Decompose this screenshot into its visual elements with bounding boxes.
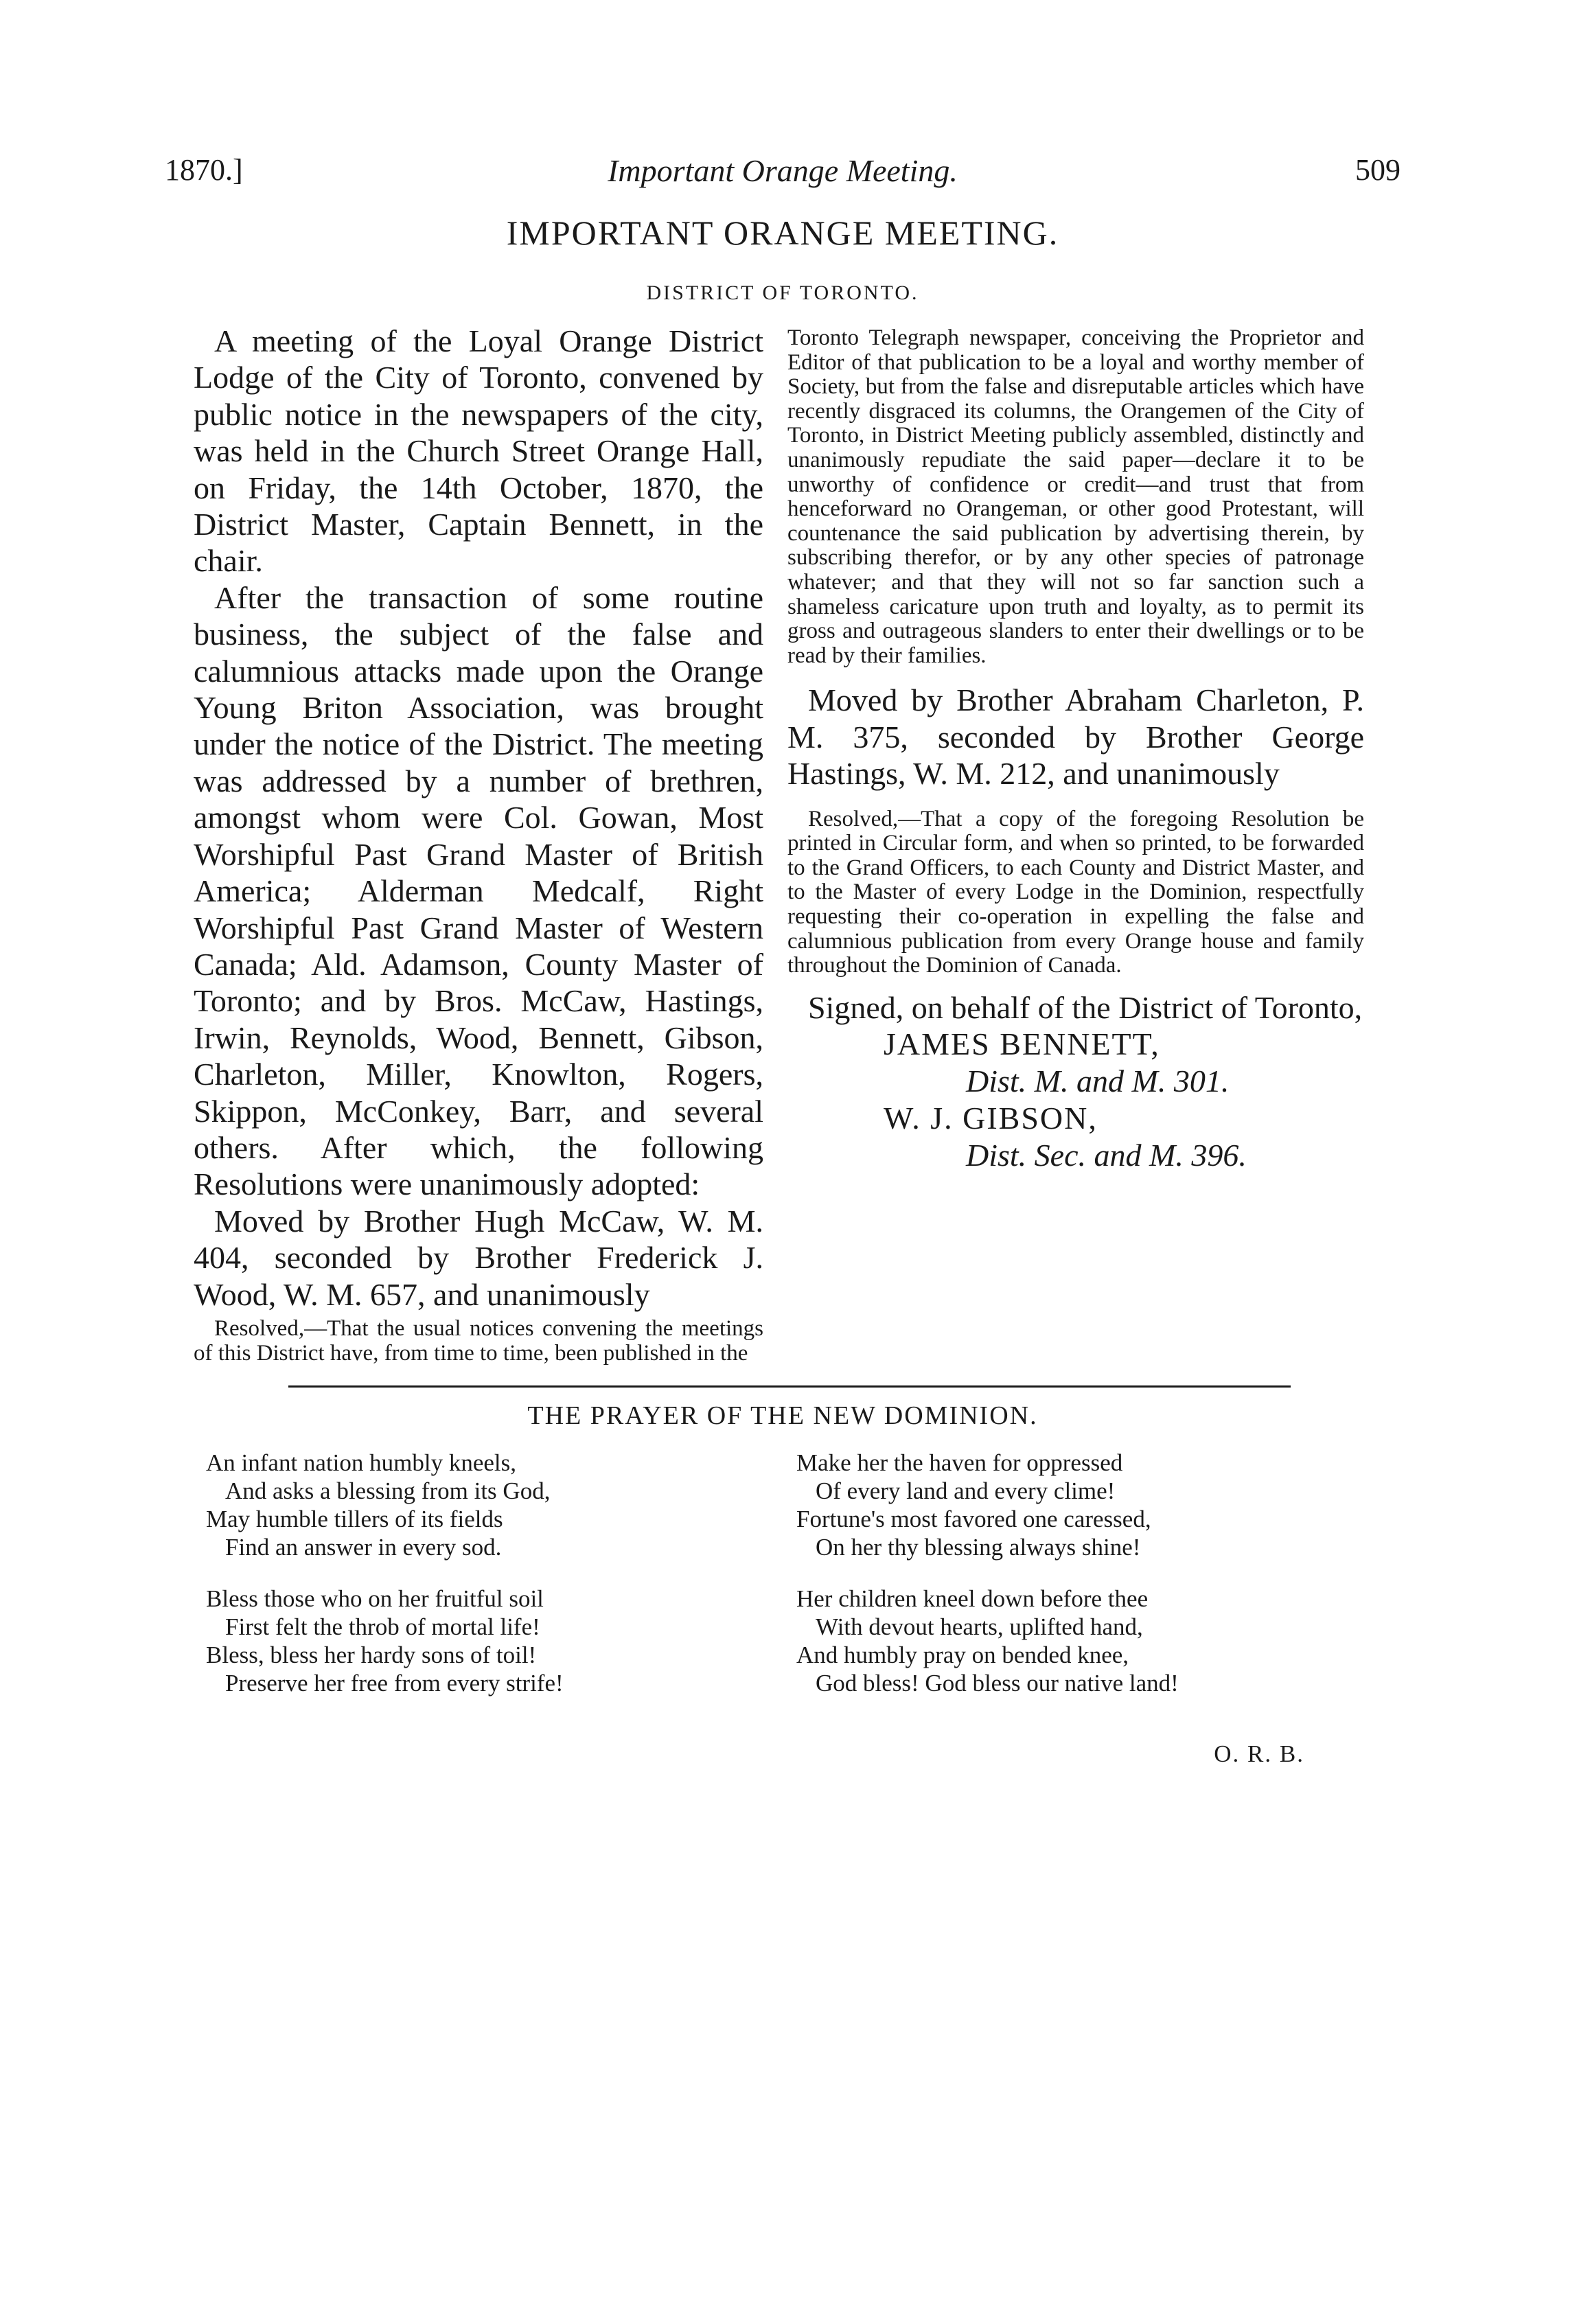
article-title: IMPORTANT ORANGE MEETING. bbox=[506, 214, 1059, 252]
poem-line: And humbly pray on bended knee, bbox=[796, 1642, 1129, 1668]
poem-right-column bbox=[796, 1449, 1387, 1721]
article-right-column bbox=[787, 326, 1364, 1174]
paragraph-transaction: After the transaction of some routine business, the subject of the false and calumnious attacks made upon the Orange Young Briton Association, was brought under the notice of the District. The meeting was addressed by a number of brethren, amongst whom were Col. Gowan, Most Worshipful Past Grand Master of British America; Alderman Medcalf, Right Worshipful Past Grand Master of Western Canada; Ald. Adamson, County Master of Toronto; and by Bros. McCaw, Hastings, Irwin, Reynolds, Wood, Bennett, Gibson, Charleton, Miller, Knowlton, Rogers, Skippon, McConkey, Barr, and several others. After which, the following Resolutions were unanimously adopted: bbox=[194, 579, 763, 1202]
poem-stanza bbox=[796, 1449, 1387, 1561]
poem-line: Find an answer in every sod. bbox=[225, 1534, 502, 1561]
poem-line: Bless those who on her fruitful soil bbox=[206, 1585, 544, 1612]
article-left-column bbox=[194, 323, 763, 1366]
poem-line: First felt the throb of mortal life! bbox=[225, 1613, 540, 1640]
poem-signature: O. R. B. bbox=[1214, 1740, 1304, 1767]
page-number: 509 bbox=[1355, 153, 1401, 187]
paragraph-signed: Signed, on behalf of the District of Toronto, bbox=[808, 989, 1363, 1025]
poem-line: Of every land and every clime! bbox=[816, 1477, 1116, 1504]
poem-line: May humble tillers of its fields bbox=[206, 1506, 503, 1532]
running-head-title: Important Orange Meeting. bbox=[608, 153, 958, 188]
poem-line: God bless! God bless our native land! bbox=[816, 1670, 1179, 1696]
poem-line: Make her the haven for oppressed bbox=[796, 1449, 1123, 1476]
paragraph-resolution-1-start: Resolved,—That the usual notices convening the meetings of this District have, from time to time, been published in the bbox=[194, 1315, 763, 1366]
paragraph-motion-1: Moved by Brother Hugh McCaw, W. M. 404, seconded by Brother Frederick J. Wood, W. M. 657, and unanimously bbox=[194, 1203, 763, 1312]
poem-stanza bbox=[206, 1449, 755, 1561]
paragraph-resolution-1-end: Toronto Telegraph newspaper, conceiving the Proprietor and Editor of that publication to be a loyal and worthy member of Society, but from the false and disreputable articles which have recently disgraced its columns, the Orangemen of the City of Toronto, in District Meeting publicly assembled, distinctly and unanimously repudiate the said paper—declare it to be unworthy of confidence or credit—and trust that from henceforward no Orangeman, or other good Protestant, will countenance the said publication by advertising therein, by subscribing therefor, or by any other species of patronage whatever; and that they will not so far sanction such a shameless caricature upon truth and loyalty, as to permit its gross and outrageous slanders to enter their dwellings or to be read by their families. bbox=[787, 325, 1364, 668]
poem-line: Her children kneel down before thee bbox=[796, 1585, 1149, 1612]
poem-line: An infant nation humbly kneels, bbox=[206, 1449, 517, 1476]
poem-line: Preserve her free from every strife! bbox=[225, 1670, 564, 1696]
signature-block bbox=[787, 1026, 1364, 1174]
signature-title-1: Dist. M. and M. 301. bbox=[966, 1063, 1230, 1099]
poem-left-column bbox=[206, 1449, 755, 1721]
poem-line: And asks a blessing from its God, bbox=[225, 1477, 551, 1504]
poem-title: THE PRAYER OF THE NEW DOMINION. bbox=[527, 1401, 1038, 1430]
running-head-year: 1870.] bbox=[165, 153, 243, 187]
poem-line: Fortune's most favored one caressed, bbox=[796, 1506, 1151, 1532]
poem-stanza bbox=[796, 1585, 1387, 1697]
paragraph-meeting-notice: A meeting of the Loyal Orange District Lodge of the City of Toronto, convened by public notice in the newspapers of the city, was held in the Church Street Orange Hall, on Friday, the 14th October, 1870, the District Master, Captain Bennett, in the chair. bbox=[194, 323, 763, 579]
article-subtitle: DISTRICT OF TORONTO. bbox=[646, 281, 919, 304]
paragraph-resolution-2: Resolved,—That a copy of the foregoing Resolution be printed in Circular form, and when so printed, to be forwarded to the Grand Officers, to each County and District Master, and to the Master of every Lodge in the Dominion, respectfully requesting their co-operation in expelling the false and calumnious publication from every Orange house and family throughout the Dominion of Canada. bbox=[787, 806, 1364, 978]
poem-stanza bbox=[206, 1585, 755, 1697]
running-head bbox=[165, 152, 1401, 200]
section-divider bbox=[288, 1385, 1291, 1388]
signature-title-2: Dist. Sec. and M. 396. bbox=[966, 1138, 1247, 1173]
signature-name-2: W. J. GIBSON, bbox=[884, 1101, 1098, 1136]
poem-line: Bless, bless her hardy sons of toil! bbox=[206, 1642, 537, 1668]
paragraph-motion-2: Moved by Brother Abraham Charleton, P. M. 375, seconded by Brother George Hastings, W. M. 212, and unanimously bbox=[787, 682, 1364, 792]
poem-line: On her thy blessing always shine! bbox=[816, 1534, 1141, 1561]
signature-name-1: JAMES BENNETT, bbox=[884, 1026, 1160, 1062]
poem-line: With devout hearts, uplifted hand, bbox=[816, 1613, 1143, 1640]
